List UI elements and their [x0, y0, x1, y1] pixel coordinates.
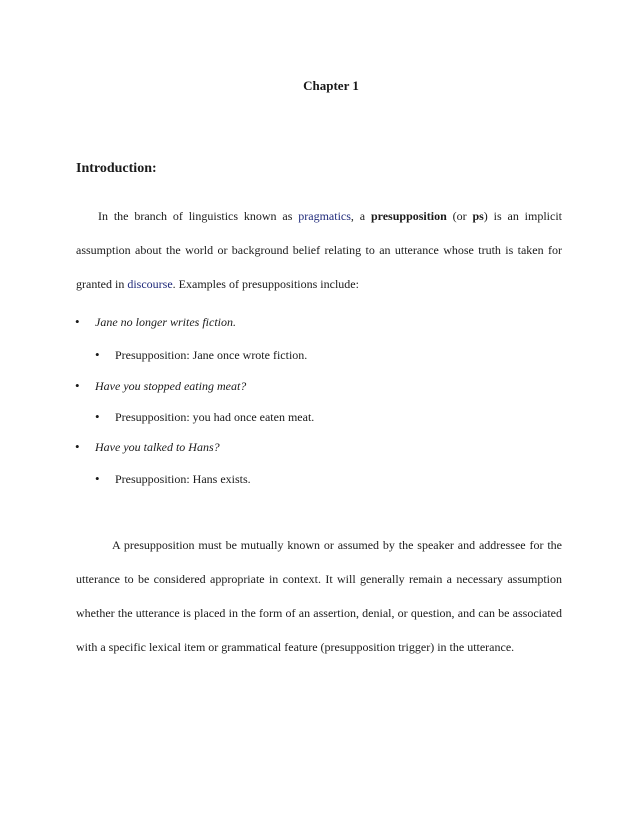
intro-text-1: In the branch of linguistics known as [98, 209, 299, 223]
discourse-link[interactable]: discourse [127, 277, 173, 291]
intro-text-5: . Examples of presuppositions include: [172, 277, 359, 291]
presupposition-text: Presupposition: Jane once wrote fiction. [115, 348, 308, 362]
second-paragraph-text: A presupposition must be mutually known or assumed by the speaker and addressee for the utterance to be considered appropriate in context. It will generally remain a necessary assumption whether the utterance is placed in the form of an assertion, denial, or question, and can be associated with a specific lexical item or grammatical feature (presupposition trigger) in the utterance. [76, 538, 562, 654]
intro-paragraph [76, 199, 562, 301]
section-heading: Introduction: [76, 161, 157, 176]
example-sentence: Jane no longer writes fiction. [95, 315, 236, 329]
intro-text-4: ) is an implicit assumption about the world or background belief relating to an utterance whose truth is taken for granted in [76, 209, 563, 291]
intro-text-2: , a [350, 209, 371, 223]
bullet-icon: • [75, 378, 80, 393]
presupposition-text: Presupposition: you had once eaten meat. [115, 410, 315, 424]
bullet-icon: • [95, 471, 100, 486]
example-sentence: Have you talked to Hans? [95, 440, 220, 454]
bullet-icon: • [95, 347, 100, 362]
chapter-title: Chapter 1 [303, 78, 359, 93]
ps-abbreviation: ps [472, 209, 484, 223]
bullet-icon: • [95, 409, 100, 424]
pragmatics-link[interactable]: pragmatics [298, 209, 351, 223]
bullet-icon: • [75, 439, 80, 454]
presupposition-term: presupposition [370, 209, 447, 223]
presupposition-text: Presupposition: Hans exists. [115, 472, 251, 486]
intro-text-3: (or [446, 209, 473, 223]
bullet-icon: • [75, 314, 80, 329]
example-sentence: Have you stopped eating meat? [95, 379, 247, 393]
second-paragraph [76, 528, 562, 664]
